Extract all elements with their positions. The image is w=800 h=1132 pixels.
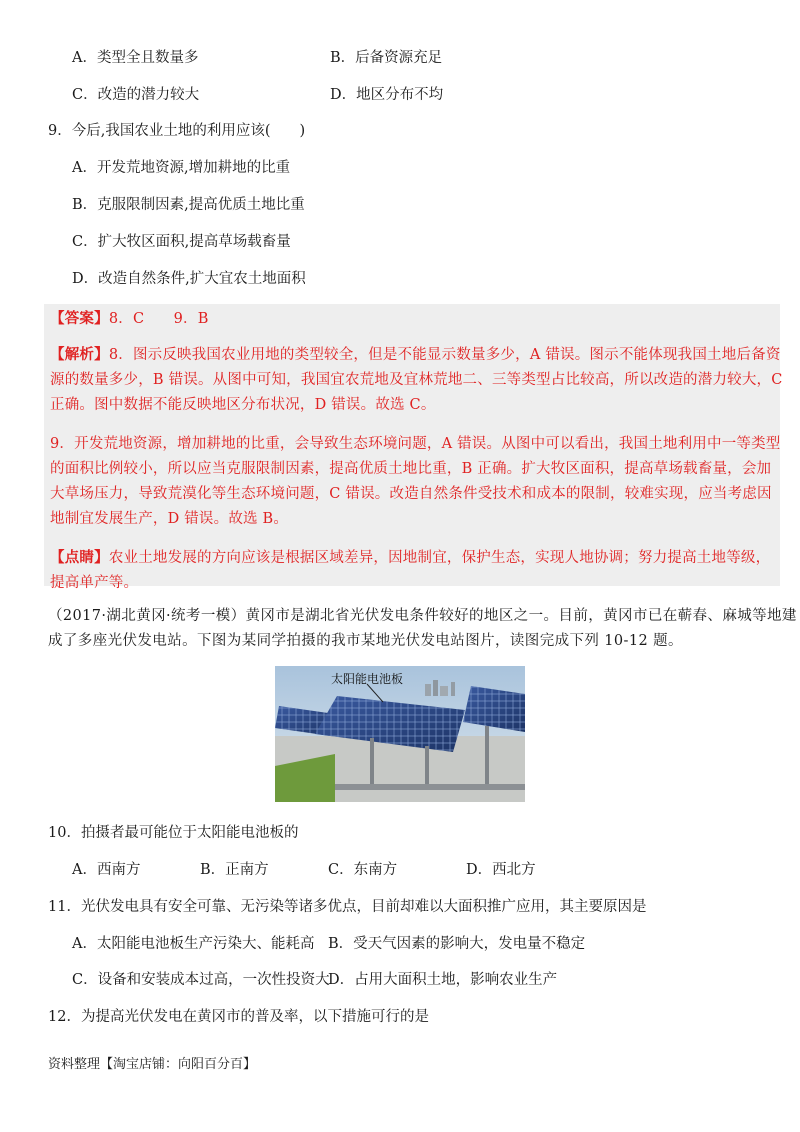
answer-text: 8．C 9．B	[108, 311, 209, 327]
q11-option-d: D．占用大面积土地，影响农业生产	[328, 972, 558, 988]
analysis-8-line-2: 源的数量多少，B 错误。从图中可知，我国宜农荒地及宜林荒地二、三等类型占比较高，所以改造的潜力较大，C	[50, 372, 783, 388]
answer-line	[50, 309, 209, 329]
q8-option-a: A．类型全且数量多	[72, 50, 199, 66]
q8-option-b: B．后备资源充足	[330, 50, 443, 66]
q10-option-c: C．东南方	[328, 862, 398, 878]
comment-label: 【点睛】	[50, 549, 109, 566]
comment-line-1	[50, 548, 770, 568]
analysis-label: 【解析】	[50, 346, 109, 363]
q10-option-d: D．西北方	[466, 862, 536, 878]
analysis-9-line-3: 大草场压力，导致荒漠化等生态环境问题，C 错误。改造自然条件受技术和成本的限制，较难实现，应当考虑因	[50, 486, 772, 502]
q8-option-c: C．改造的潜力较大	[72, 87, 200, 103]
intro-line-1: （2017·湖北黄冈·统考一模）黄冈市是湖北省光伏发电条件较好的地区之一。目前，黄冈市已在蕲春、麻城等地建	[48, 608, 797, 624]
q11-option-b: B．受天气因素的影响大，发电量不稳定	[328, 936, 586, 952]
q11-option-c: C．设备和安装成本过高，一次性投资大	[72, 972, 330, 988]
intro-line-2: 成了多座光伏发电站。下图为某同学拍摄的我市某地光伏发电站图片，读图完成下列 10-12 题。	[48, 633, 683, 649]
analysis-9-line-4: 地制宜发展生产，D 错误。故选 B。	[50, 511, 289, 527]
q11-stem: 11．光伏发电具有安全可靠、无污染等诸多优点，目前却难以大面积推广应用，其主要原因是	[48, 899, 647, 915]
q10-option-b: B．正南方	[200, 862, 269, 878]
q9-option-a: A．开发荒地资源,增加耕地的比重	[72, 160, 291, 176]
comment-text-1: 农业土地发展的方向应该是根据区域差异，因地制宜，保护生态，实现人地协调；努力提高土地等级，	[108, 550, 771, 566]
comment-line-2: 提高单产等。	[50, 575, 139, 591]
analysis-8-line-1	[50, 345, 781, 365]
q9-stem: 9．今后,我国农业土地的利用应该( )	[48, 123, 306, 139]
q9-option-b: B．克服限制因素,提高优质土地比重	[72, 197, 305, 213]
analysis-9-line-1: 9．开发荒地资源，增加耕地的比重，会导致生态环境问题，A 错误。从图中可以看出，我国土地利用中一等类型	[50, 436, 781, 452]
analysis-9-line-2: 的面积比例较小，所以应当克服限制因素，提高优质土地比重，B 正确。扩大牧区面积，提高草场载畜量，会加	[50, 461, 772, 477]
solar-panel-label: 太阳能电池板	[331, 672, 404, 686]
q10-stem: 10．拍摄者最可能位于太阳能电池板的	[48, 825, 299, 841]
analysis-8-line-3: 正确。图中数据不能反映地区分布状况，D 错误。故选 C。	[50, 397, 436, 413]
q10-option-a: A．西南方	[72, 862, 141, 878]
solar-panel-photo	[275, 666, 525, 802]
q9-option-c: C．扩大牧区面积,提高草场载畜量	[72, 234, 291, 250]
answer-label: 【答案】	[50, 310, 109, 327]
q12-stem: 12．为提高光伏发电在黄冈市的普及率，以下措施可行的是	[48, 1009, 429, 1025]
q9-option-d: D．改造自然条件,扩大宜农土地面积	[72, 271, 306, 287]
q8-option-d: D．地区分布不均	[330, 87, 444, 103]
q11-option-a: A．太阳能电池板生产污染大、能耗高	[72, 936, 315, 952]
analysis-8-text-1: 8．图示反映我国农业用地的类型较全，但是不能显示数量多少，A 错误。图示不能体现我国土地后备资	[108, 347, 781, 363]
footer-source: 资料整理【淘宝店铺：向阳百分百】	[48, 1057, 257, 1072]
